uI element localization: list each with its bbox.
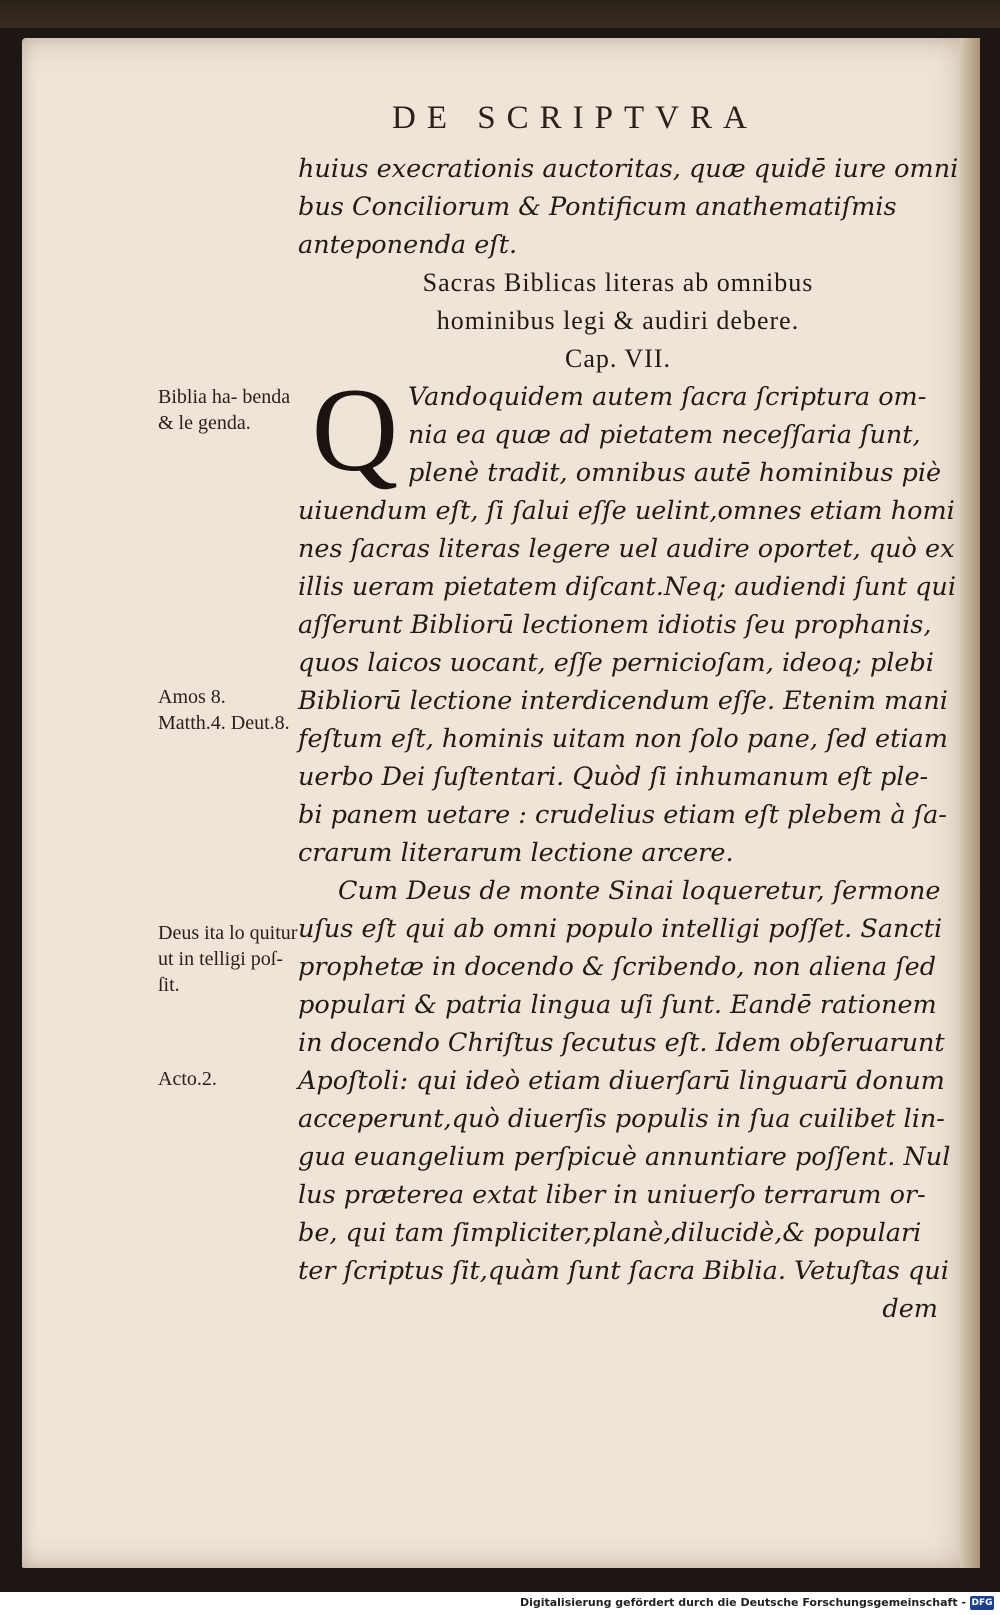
running-head: DE SCRIPTVRA xyxy=(392,100,758,136)
page-edge xyxy=(960,38,980,1568)
text-line: Cum Deus de monte Sinai loqueretur, ſermone xyxy=(338,876,941,906)
text-line: gua euangelium perſpicuè annuntiare poſſent. Nul xyxy=(298,1142,951,1172)
text-line: bi panem uetare : crudelius etiam eſt plebem à ſa- xyxy=(298,800,947,830)
text-line: crarum literarum lectione arcere. xyxy=(298,838,734,868)
text-line: ter ſcriptus ſit,quàm ſunt ſacra Biblia. Vetuſtas qui xyxy=(298,1256,949,1286)
margin-note-acto: Acto.2. xyxy=(158,1068,217,1090)
margin-note-deus: Deus ita lo quitur ut in telligi poſ- ſit. xyxy=(158,922,298,996)
text-line: anteponenda eſt. xyxy=(298,230,518,260)
margin-note-biblia: Biblia ha- benda & le genda. xyxy=(158,386,291,434)
text-line: Apoſtoli: qui ideò etiam diuerſarū linguarū donum xyxy=(298,1066,945,1096)
text-line: Vandoquidem autem ſacra ſcriptura om- xyxy=(408,382,927,412)
margin-note-amos: Amos 8. Matth.4. Deut.8. xyxy=(158,686,290,734)
text-line: populari & patria lingua uſi ſunt. Eandē rationem xyxy=(298,990,937,1020)
text-line: be, qui tam ſimpliciter,planè,dilucidè,& populari xyxy=(298,1218,922,1248)
text-line: uſus eſt qui ab omni populo intelligi poſſet. Sancti xyxy=(298,914,943,944)
text-line: nes ſacras literas legere uel audire oportet, quò ex xyxy=(298,534,955,564)
text-line: quos laicos uocant, eſſe pernicioſam, ideoq; plebi xyxy=(298,648,934,678)
chapter-number: Cap. VII. xyxy=(564,344,671,373)
footer-credit: Digitalisierung gefördert durch die Deutsche Forschungsgemeinschaft - xyxy=(519,1596,966,1609)
text-line: feſtum eſt, hominis uitam non ſolo pane, ſed etiam xyxy=(298,724,948,754)
top-shadow-band xyxy=(0,0,1000,28)
text-line: acceperunt,quò diuerſis populis in ſua cuilibet lin- xyxy=(298,1104,945,1134)
text-line: huius execrationis auctoritas, quæ quidē iure omni xyxy=(298,154,959,184)
text-line: lus præterea extat liber in uniuerſo terrarum or- xyxy=(298,1180,926,1210)
text-line: nia ea quæ ad pietatem neceſſaria ſunt, xyxy=(408,420,921,450)
main-text-block xyxy=(298,150,959,1328)
text-line: uerbo Dei ſuſtentari. Quòd ſi inhumanum eſt ple- xyxy=(298,762,929,792)
text-line: bus Conciliorum & Pontificum anathematiſmis xyxy=(298,192,897,222)
dfg-logo-icon: DFG xyxy=(971,1598,993,1608)
catchword: dem xyxy=(882,1294,938,1324)
drop-cap-initial: Q xyxy=(311,363,399,496)
text-line: aſſerunt Bibliorū lectionem idiotis ſeu prophanis, xyxy=(298,610,932,640)
text-line: uiuendum eſt, ſi ſalui eſſe uelint,omnes etiam homi xyxy=(298,496,955,526)
chapter-heading-line: Sacras Biblicas literas ab omnibus xyxy=(422,268,814,297)
text-line: prophetæ in docendo & ſcribendo, non aliena ſed xyxy=(298,952,937,982)
text-line: Bibliorū lectione interdicendum eſſe. Etenim mani xyxy=(298,686,948,716)
chapter-heading-line: hominibus legi & audiri debere. xyxy=(436,306,800,335)
text-line: plenè tradit, omnibus autē hominibus piè xyxy=(408,458,942,488)
text-line: illis ueram pietatem diſcant.Neq; audiendi ſunt qui xyxy=(298,572,956,602)
text-line: in docendo Chriſtus ſecutus eſt. Idem obſeruarunt xyxy=(298,1028,945,1058)
